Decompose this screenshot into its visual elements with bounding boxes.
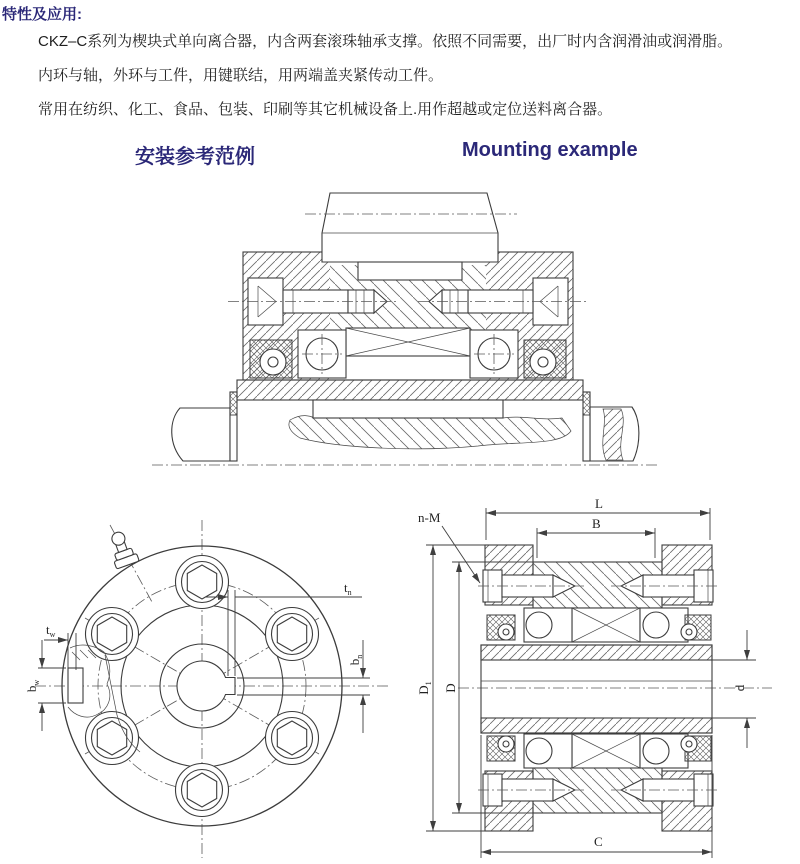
features-line-1: CKZ–C系列为楔块式单向离合器，内含两套滚珠轴承支撑。依照不同需要，出厂时内含润滑油或润滑脂。 <box>38 33 733 50</box>
screw-bottom <box>176 764 229 817</box>
hub-flange <box>237 380 583 449</box>
label-C: C <box>594 834 603 849</box>
screw-lower-right <box>266 712 319 765</box>
callout-nM <box>418 510 480 583</box>
section-view-drawing <box>400 490 800 864</box>
label-tn: $t_n$ <box>344 580 352 597</box>
front-view-drawing <box>10 500 402 864</box>
label-B: B <box>592 516 601 531</box>
inner-hub <box>481 645 712 733</box>
grease-fitting <box>105 528 139 569</box>
mounting-example-drawing <box>140 180 670 480</box>
dim-B <box>537 516 655 558</box>
label-L: L <box>595 496 603 511</box>
sprag-cage <box>346 328 470 356</box>
features-line-3: 常用在纺织、化工、食品、包装、印刷等其它机械设备上.用作超越或定位送料离合器。 <box>38 101 613 118</box>
screw-top <box>176 556 229 609</box>
label-nM: n-M <box>418 510 441 525</box>
dim-bw <box>24 640 66 731</box>
left-seal <box>250 340 292 378</box>
label-tw: $t_w$ <box>46 622 56 639</box>
label-bw: $b_w$ <box>24 679 41 693</box>
screw-upper-right <box>266 608 319 661</box>
bore-with-keyway <box>177 661 235 711</box>
label-bn: $b_n$ <box>347 654 364 666</box>
right-bearing <box>470 330 518 378</box>
outer-ring <box>533 562 662 813</box>
caption-mounting-en: Mounting example <box>462 139 638 161</box>
features-heading: 特性及应用: <box>2 6 82 23</box>
left-bearing <box>298 330 346 378</box>
caption-mounting-zh: 安装参考范例 <box>135 146 255 168</box>
label-d: d <box>732 684 747 692</box>
label-D1: $D_1$ <box>416 681 433 695</box>
dim-tw <box>44 622 76 670</box>
right-seal <box>524 340 566 378</box>
screw-lower-left <box>86 712 139 765</box>
screw-upper-left <box>86 608 139 661</box>
features-paragraph <box>38 25 798 127</box>
features-line-2: 内环与轴，外环与工件，用键联结，用两端盖夹紧传动工件。 <box>38 67 444 84</box>
dim-d <box>712 630 756 748</box>
label-D: D <box>443 683 458 693</box>
